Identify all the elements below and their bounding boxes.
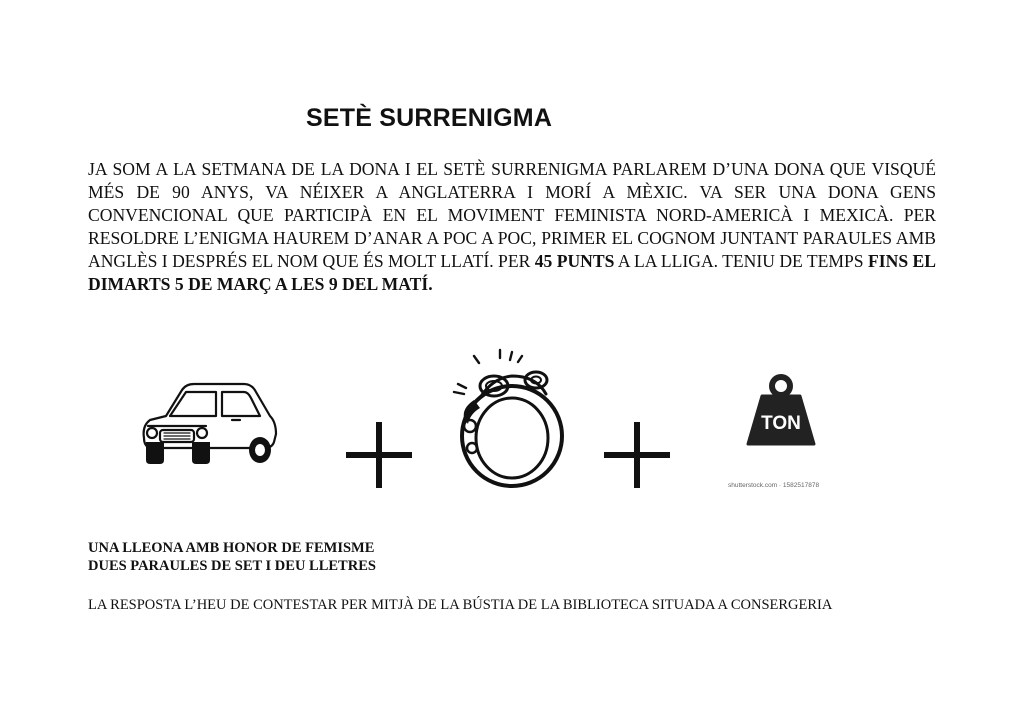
plus-icon <box>604 422 670 488</box>
weight-ton-icon <box>744 374 818 448</box>
ton-label: TON <box>761 413 801 434</box>
answer-instructions: LA RESPOSTA L’HEU DE CONTESTAR PER MITJÀ DE LA BÚSTIA DE LA BIBLIOTECA SITUADA A CONSERGERIA <box>88 597 833 613</box>
intro-paragraph <box>88 158 936 296</box>
clue-line-1: UNA LLEONA AMB HONOR DE FEMISME <box>88 540 375 556</box>
image-credit: shutterstock.com · 1582517878 <box>728 482 820 489</box>
deadline-highlight: FINS EL DIMARTS 5 DE MARÇ A LES 9 DEL MATÍ. <box>88 251 936 294</box>
intro-text-2: A LA LLIGA. TENIU DE TEMPS <box>614 251 869 271</box>
plus-icon <box>346 422 412 488</box>
page-title: SETÈ SURRENIGMA <box>306 104 553 132</box>
ring-icon <box>452 348 568 490</box>
car-icon <box>136 376 280 468</box>
intro-text-1: JA SOM A LA SETMANA DE LA DONA I EL SETÈ SURRENIGMA PARLAREM D’UNA DONA QUE VISQUÉ MÉS DE 90 ANYS, VA NÉIXER A ANGLATERRA I MORÍ A MÈXIC. VA SER UNA DONA GENS CONVENCIONAL QUE PARTICIPÀ EN EL MOVIMENT FEMINISTA NORD-AMERICÀ I MEXICÀ. PER RESOLDRE L’ENIGMA HAUREM D’ANAR A POC A POC, PRIMER EL COGNOM JUNTANT PARAULES AMB ANGLÈS I DESPRÉS EL NOM QUE ÉS MOLT LLATÍ. PER <box>88 159 936 271</box>
clues-block <box>88 539 376 575</box>
points-highlight: 45 PUNTS <box>534 251 615 271</box>
clue-line-2: DUES PARAULES DE SET I DEU LLETRES <box>88 558 376 574</box>
